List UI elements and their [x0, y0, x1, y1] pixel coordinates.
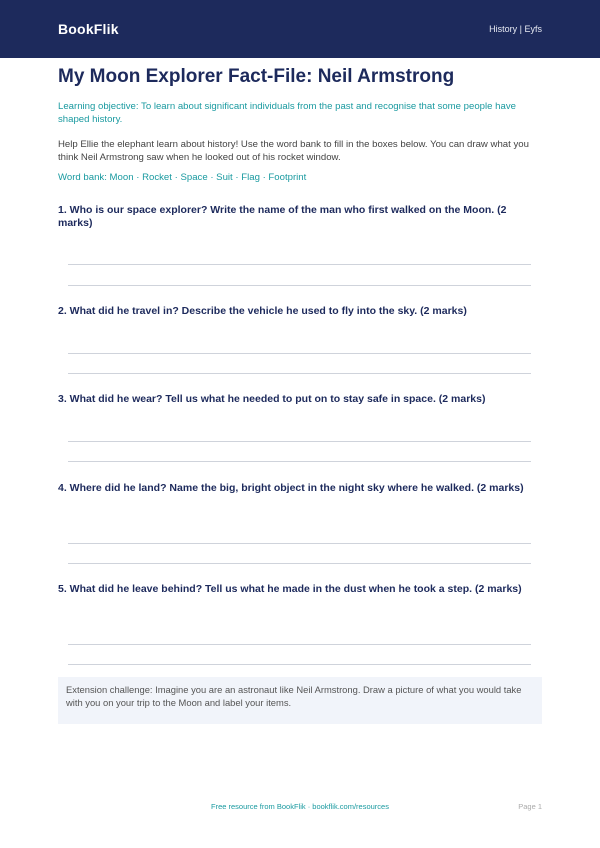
header-bar — [0, 0, 600, 58]
answer-line-1b[interactable] — [68, 285, 531, 286]
word-bank: Word bank: Moon · Rocket · Space · Suit · Flag · Footprint — [58, 172, 307, 183]
breadcrumb[interactable]: History | Eyfs — [489, 24, 542, 34]
intro-text: Help Ellie the elephant learn about history! Use the word bank to fill in the boxes below. You can draw what you think Neil Armstrong saw when he looked out of his rocket window. — [58, 139, 529, 163]
page-title: My Moon Explorer Fact-File: Neil Armstrong — [58, 66, 455, 87]
question-3: 3. What did he wear? Tell us what he needed to put on to stay safe in space. (2 marks) — [58, 393, 486, 405]
brand-logo[interactable]: BookFlik — [58, 21, 119, 37]
answer-line-1a[interactable] — [68, 264, 531, 265]
extension-text: Extension challenge: Imagine you are an astronaut like Neil Armstrong. Draw a picture of what you would take with you on your trip to the Moon and label your items. — [66, 684, 522, 708]
footer-credit[interactable]: Free resource from BookFlik · bookflik.com/resources — [211, 802, 389, 811]
answer-line-2a[interactable] — [68, 353, 531, 354]
answer-line-4b[interactable] — [68, 563, 531, 564]
answer-line-4a[interactable] — [68, 543, 531, 544]
question-4: 4. Where did he land? Name the big, bright object in the night sky where he walked. (2 marks) — [58, 482, 524, 494]
question-2: 2. What did he travel in? Describe the vehicle he used to fly into the sky. (2 marks) — [58, 305, 467, 317]
answer-line-5a[interactable] — [68, 644, 531, 645]
question-5: 5. What did he leave behind? Tell us what he made in the dust when he took a step. (2 marks) — [58, 583, 522, 595]
page-number: Page 1 — [518, 802, 542, 811]
answer-line-2b[interactable] — [68, 373, 531, 374]
extension-challenge — [58, 677, 542, 724]
answer-line-5b[interactable] — [68, 664, 531, 665]
question-1: 1. Who is our space explorer? Write the name of the man who first walked on the Moon. (2 marks) — [58, 204, 507, 229]
answer-line-3b[interactable] — [68, 461, 531, 462]
answer-line-3a[interactable] — [68, 441, 531, 442]
learning-objective: Learning objective: To learn about significant individuals from the past and recognise that some people have shaped history. — [58, 101, 516, 125]
